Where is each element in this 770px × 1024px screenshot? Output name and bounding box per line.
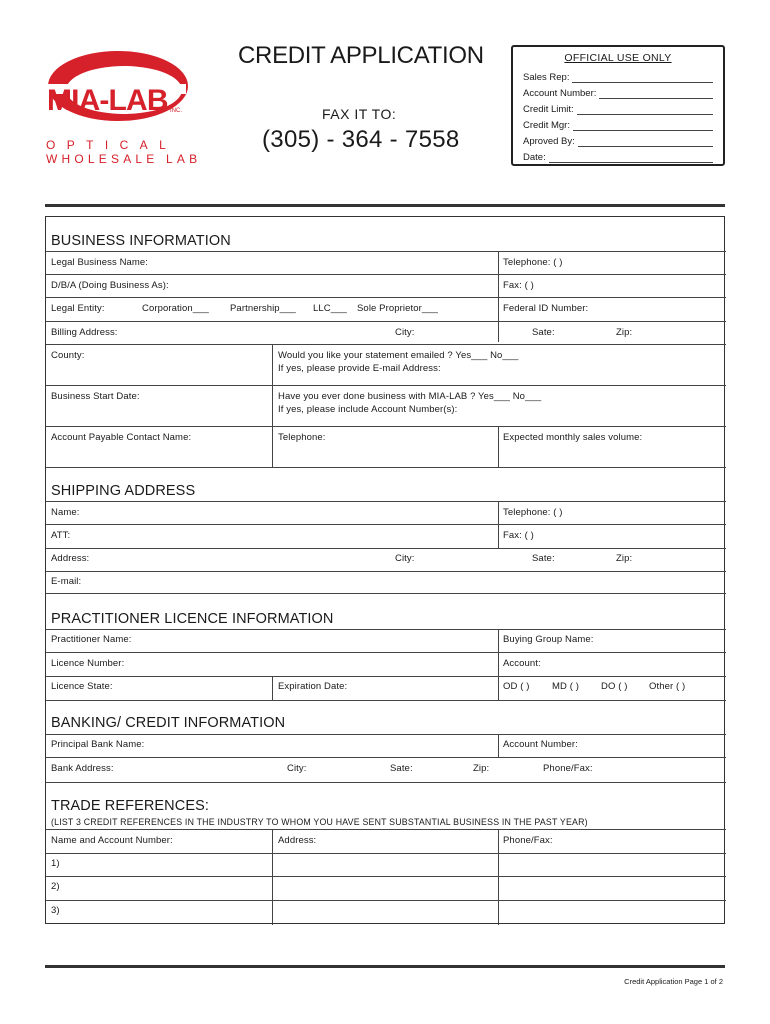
county-field[interactable]: County: — [51, 350, 85, 361]
trade-row-2[interactable]: 2) — [51, 881, 60, 892]
section-trade-title: TRADE REFERENCES: — [51, 798, 209, 814]
entity-partnership-option[interactable]: Partnership___ — [230, 303, 296, 314]
licence-number-field[interactable]: Licence Number: — [51, 658, 125, 669]
federal-id-field[interactable]: Federal ID Number: — [503, 303, 589, 314]
section-business-title: BUSINESS INFORMATION — [51, 233, 231, 249]
trade-row-1[interactable]: 1) — [51, 858, 60, 869]
fax-number: (305) - 364 - 7558 — [262, 126, 460, 153]
shipping-address-field[interactable]: Address: — [51, 553, 90, 564]
business-telephone-field[interactable]: Telephone: ( ) — [503, 257, 563, 268]
logo-tagline-optical: OPTICAL — [46, 138, 178, 152]
od-checkbox[interactable]: OD ( ) — [503, 681, 530, 692]
legal-business-name-field[interactable]: Legal Business Name: — [51, 257, 149, 268]
shipping-name-field[interactable]: Name: — [51, 507, 80, 518]
trade-subtitle: (LIST 3 CREDIT REFERENCES IN THE INDUSTRY TO WHOM YOU HAVE SENT SUBSTANTIAL BUSINESS IN THE PAST YEAR) — [51, 817, 588, 827]
principal-bank-field[interactable]: Principal Bank Name: — [51, 739, 145, 750]
billing-address-field[interactable]: Billing Address: — [51, 327, 118, 338]
expiration-date-field[interactable]: Expiration Date: — [278, 681, 348, 692]
shipping-city-field[interactable]: City: — [395, 553, 415, 564]
fax-label: FAX IT TO: — [322, 106, 397, 122]
logo-tagline-wholesale: WHOLESALE LAB — [46, 152, 202, 166]
buying-group-field[interactable]: Buying Group Name: — [503, 634, 594, 645]
done-business-question[interactable]: Have you ever done business with MIA-LAB ? Yes___ No___ — [278, 391, 542, 402]
trade-col-name-header: Name and Account Number: — [51, 835, 173, 846]
trade-col-phone-header: Phone/Fax: — [503, 835, 553, 846]
md-checkbox[interactable]: MD ( ) — [552, 681, 579, 692]
page-title: CREDIT APPLICATION — [238, 42, 484, 69]
ap-telephone-field[interactable]: Telephone: — [278, 432, 326, 443]
section-banking-title: BANKING/ CREDIT INFORMATION — [51, 715, 286, 731]
entity-sole-proprietor-option[interactable]: Sole Proprietor___ — [357, 303, 439, 314]
entity-llc-option[interactable]: LLC___ — [313, 303, 347, 314]
bank-address-field[interactable]: Bank Address: — [51, 763, 114, 774]
shipping-email-field[interactable]: E-mail: — [51, 576, 82, 587]
bank-account-number-field[interactable]: Account Number: — [503, 739, 578, 750]
svg-text:MIA-LAB: MIA-LAB — [47, 84, 167, 117]
licence-state-field[interactable]: Licence State: — [51, 681, 113, 692]
shipping-state-field[interactable]: Sate: — [532, 553, 555, 564]
billing-zip-field[interactable]: Zip: — [616, 327, 633, 338]
bank-phone-fax-field[interactable]: Phone/Fax: — [543, 763, 593, 774]
shipping-telephone-field[interactable]: Telephone: ( ) — [503, 507, 563, 518]
official-account-number[interactable]: Account Number: — [523, 88, 713, 99]
shipping-fax-field[interactable]: Fax: ( ) — [503, 530, 534, 541]
official-sales-rep[interactable]: Sales Rep: — [523, 72, 713, 83]
billing-state-field[interactable]: Sate: — [532, 327, 555, 338]
other-checkbox[interactable]: Other ( ) — [649, 681, 686, 692]
business-start-date-field[interactable]: Business Start Date: — [51, 391, 140, 402]
entity-corporation-option[interactable]: Corporation___ — [142, 303, 209, 314]
practitioner-name-field[interactable]: Practitioner Name: — [51, 634, 132, 645]
bank-state-field[interactable]: Sate: — [390, 763, 413, 774]
monthly-sales-volume-field[interactable]: Expected monthly sales volume: — [503, 432, 643, 443]
svg-text:INC.: INC. — [170, 108, 182, 114]
previous-account-number-field[interactable]: If yes, please include Account Number(s): — [278, 404, 458, 415]
practitioner-account-field[interactable]: Account: — [503, 658, 541, 669]
official-use-title: OFFICIAL USE ONLY — [564, 52, 672, 64]
shipping-zip-field[interactable]: Zip: — [616, 553, 633, 564]
section-shipping-title: SHIPPING ADDRESS — [51, 483, 196, 499]
legal-entity-label: Legal Entity: — [51, 303, 105, 314]
trade-row-3[interactable]: 3) — [51, 905, 60, 916]
do-checkbox[interactable]: DO ( ) — [601, 681, 628, 692]
statement-email-question[interactable]: Would you like your statement emailed ? Yes___ No___ — [278, 350, 519, 361]
bank-city-field[interactable]: City: — [287, 763, 307, 774]
official-date[interactable]: Date: — [523, 152, 713, 163]
billing-city-field[interactable]: City: — [395, 327, 415, 338]
business-fax-field[interactable]: Fax: ( ) — [503, 280, 534, 291]
official-use-box — [511, 45, 725, 166]
ap-contact-name-field[interactable]: Account Payable Contact Name: — [51, 432, 192, 443]
footer-divider — [45, 965, 725, 968]
credit-application-form — [45, 216, 725, 924]
bank-zip-field[interactable]: Zip: — [473, 763, 490, 774]
official-approved-by[interactable]: Aproved By: — [523, 136, 713, 147]
trade-col-address-header: Address: — [278, 835, 317, 846]
header-divider — [45, 204, 725, 207]
page-number: Credit Application Page 1 of 2 — [624, 977, 723, 986]
statement-email-address-field[interactable]: If yes, please provide E-mail Address: — [278, 363, 441, 374]
section-practitioner-title: PRACTITIONER LICENCE INFORMATION — [51, 611, 334, 627]
official-credit-mgr[interactable]: Credit Mgr: — [523, 120, 713, 131]
shipping-att-field[interactable]: ATT: — [51, 530, 71, 541]
dba-field[interactable]: D/B/A (Doing Business As): — [51, 280, 169, 291]
official-credit-limit[interactable]: Credit Limit: — [523, 104, 713, 115]
